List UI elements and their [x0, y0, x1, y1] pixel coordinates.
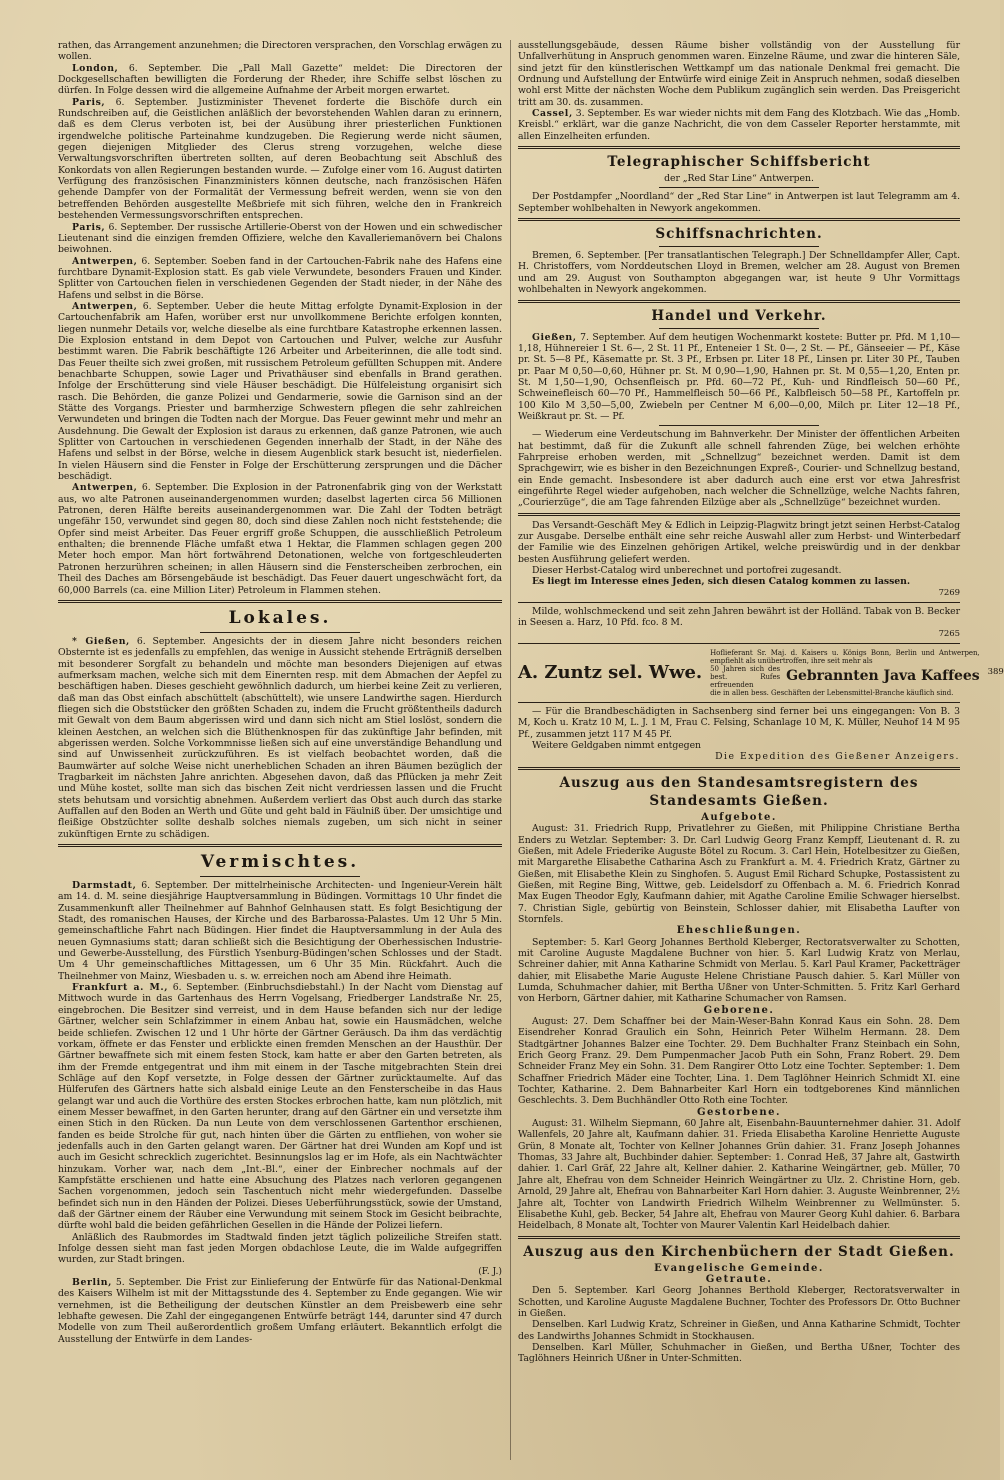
- title-underline: [200, 876, 360, 877]
- article-paris-1: Paris, 6. September. Justizminister Thevenet forderte die Bischöfe durch ein Rundschreiben auf, die Geistlichen anläßlich der bevorstehenden Wahlen daran zu erinnern, daß es dem Clerus verboten ist, bei der Ausübung ihrer priesterlichen Funktionen irgendwelche politische Parteinahme kundzugeben. Die Regierung werde nicht säumen, gegen diejenigen Mitglieder des Clerus streng vorzugehen, welche diese Verwaltungsvorschriften übertreten sollten, auf deren Beobachtung seit Abschluß des Konkordats von allen Regierungen bestanden wurde. — Zufolge einer vom 16. August datirten Verfügung des französischen Finanzministers können deutsche, nach französischen Häfen gehende Dampfer von der Formalität der Vermessung befreit werden, wenn sie von den betreffenden Behörden ausgestellte Meßbriefe mit sich führen, welche den in Frankreich bestehenden Vermessungsvorschriften entsprechen.: [58, 96, 502, 222]
- section-rule: [58, 600, 502, 603]
- dateline-london: London,: [72, 62, 119, 74]
- divider: [518, 643, 960, 644]
- article-antwerpen-2: Antwerpen, 6. September. Ueber die heute Mittag erfolgte Dynamit-Explosion in der Cartouchenfabrik am Hafen, worüber erst nur unvollkommene Berichte erfolgen konnten, liegen nunmehr Details vor, welche dieselbe als eine furchtbare Katastrophe erkennen lassen. Die Explosion entstand in dem Depot von Cartouchen und Pulver, welche zur Ausfuhr bestimmt waren. Die Fabrik beschäftigte 126 Arbeiter und Arbeiterinnen, die alle todt sind. Das Feuer theilte sich zwei großen, mit russischem Petroleum gefüllten Schuppen mit. Andere benachbarte Schuppen, sowie Lager und Privathäuser sind ebenfalls in Brand gerathen. Infolge der Erschütterung sind viele Häuser beschädigt. Die Hülfeleistung organisirt sich rasch. Die Behörden, die ganze Polizei und Gendarmerie, sowie die Garnison sind an der Stätte des Vorgangs. Priester und barmherzige Schwestern pflegen die sehr zahlreichen Verwundeten und bringen die Todten nach der Morgue. Das Feuer gewinnt mehr und mehr an Ausdehnung. Die Gewalt der Explosion ist daraus zu erkennen, daß ganze Patronen, wie auch Splitter von Cartouchen in verschiedenen Gegenden innerhalb der Stadt, in der Nähe des Hafens und selbst in der Börse, welche in diesem Augenblick stark besucht ist, niederfielen. In vielen Häusern sind die Fenster in Folge der Erschütterung zersprungen und die Dächer beschädigt.: [58, 300, 502, 483]
- subsection-getraute: Getraute.: [705, 1273, 773, 1285]
- subsection-eheschliessungen: Eheschließungen.: [676, 925, 802, 937]
- article-continuation: ausstellungsgebäude, dessen Räume bisher vollständig von der Ausstellung für Unfallverhütung in Anspruch genommen waren. Einzelne Räume, und zwar die hinteren Säle, sind jetzt für den künstlerischen Wettkampf um das nationale Denkmal frei gemacht. Die Ordnung und Aufstellung der Entwürfe wird einige Zeit in Anspruch nehmen, sodaß dieselben wohl erst Mitte der nächsten Woche dem Publikum zugänglich sein werden. Das Preisgericht tritt am 30. ds. zusammen.: [518, 40, 960, 108]
- article-berlin: Berlin, 5. September. Die Frist zur Einlieferung der Entwürfe für das National-Denkmal des Kaisers Wilhelm ist mit der Mittagsstunde des 4. September zu Ende gegangen. Wie wir vernehmen, ist die Betheiligung der deutschen Künstler an dem Preisbewerb eine sehr lebhafte gewesen. Die Zahl der eingegangenen Entwürfe beträgt 144, darunter sind 47 durch Modelle von zum Theil außerordentlich großem Umfang erläutert. Bekanntlich erfolgt die Ausstellung der Entwürfe in dem Landes-: [58, 1277, 502, 1345]
- article-paris-2: Paris, 6. September. Der russische Artillerie-Oberst von der Howen und ein schwedischer Lieutenant sind die einzigen fremden Offiziere, welche den Kavalleriemanövern bei Chalons beiwohnen.: [58, 221, 502, 256]
- ad-zuntz-body: Hoflieferant Sr. Maj. d. Kaisers u. Königs Bonn, Berlin und Antwerpen, empfiehlt als unübertroffen, ihre seit mehr als 50 Jahren sich des best. Rufes erfreuenden Gebrannten Java Kaffees die in allen bess. Geschäften der Lebensmittel-Branche käuflich sind.: [710, 649, 980, 698]
- getraute-entry: Denselben. Karl Ludwig Kratz, Schreiner in Gießen, und Anna Katharine Schmidt, Tochter des Landwirths Johannes Schmidt in Stockhausen.: [518, 1319, 960, 1342]
- getraute-entry: Denselben. Karl Müller, Schuhmacher in Gießen, und Bertha Ußner, Tochter des Taglöhners Heinrich Ußner in Unter-Schmitten.: [518, 1341, 960, 1365]
- gestorbene-list: August: 31. Wilhelm Siepmann, 60 Jahre alt, Eisenbahn-Bauunternehmer dahier. 31. Adolf Wallenfels, 20 Jahre alt, Kaufmann dahier. 31. Frieda Elisabetha Karoline Henriette Auguste Grün, 8 Monate alt, Tochter von Kellner Johannes Grün dahier. 31. Franz Joseph Johannes Thomas, 33 Jahre alt, Buchbinder dahier. September: 1. Conrad Heß, 37 Jahre alt, Gastwirth dahier. 1. Carl Gräf, 22 Jahre alt, Kellner dahier. 2. Katharine Weingärtner, geb. Müller, 70 Jahre alt, Ehefrau von dem Schneider Heinrich Weingärtner zu Ulz. 2. Christine Horn, geb. Arnold, 29 Jahre alt, Ehefrau von Bahnarbeiter Karl Horn dahier. 3. Auguste Weinbrenner, 2½ Jahre alt, Tochter von Landwirth Friedrich Wilhelm Weinbrenner zu Wellmünster. 5. Elisabethe Kuhl, geb. Becker, 54 Jahre alt, Ehefrau von Maurer Georg Kuhl dahier. 6. Barbara Heidelbach, 8 Monate alt, Tochter von Maurer Valentin Karl Heidelbach dahier.: [518, 1118, 960, 1232]
- title-underline: [659, 187, 818, 188]
- section-title-standesamt: Auszug aus den Standesamtsregistern des Standesamts Gießen.: [559, 774, 919, 809]
- donation-signature: Die Expedition des Gießener Anzeigers.: [715, 751, 960, 763]
- section-title-lokales: Lokales.: [228, 607, 332, 628]
- dateline-berlin: Berlin,: [72, 1277, 112, 1289]
- section-rule: [518, 218, 960, 221]
- subsection-geborene: Geborene.: [703, 1004, 775, 1016]
- column-divider: [510, 40, 511, 1460]
- article-antwerpen-3: Antwerpen, 6. September. Die Explosion in der Patronenfabrik ging von der Werkstatt aus, wo alte Patronen auseinandergenommen wurden; daselbst lagerten circa 56 Millionen Patronen, deren Hälfte bereits auseinandergenommen war. Die Zahl der Todten beträgt ungefähr 150, verwundet sind gegen 80, doch sind diese Zahlen noch nicht feststehende; die Opfer sind meist Arbeiter. Das Feuer ergriff große Schuppen, die ausschließlich Petroleum enthalten; die brennende Fläche umfaßt etwa 1 Hektar, die Flammen schlagen gegen 200 Meter hoch empor. Man hört fortwährend Detonationen, welche von fortgeschleuderten Patronen herzurühren scheinen; in allen Häusern sind die Fensterscheiben zerbrochen, ein Theil des Daches am Börsengebäude ist beschädigt. Das Feuer dauert ungeschwächt fort, da 60,000 Barrels (ca. eine Million Liter) Petroleum in Flammen stehen.: [58, 482, 502, 596]
- divider: [518, 702, 960, 703]
- title-underline: [659, 328, 818, 329]
- title-underline: [659, 246, 818, 247]
- dateline-antwerpen: Antwerpen,: [72, 255, 138, 267]
- divider: [659, 425, 818, 426]
- article-frankfurt-2: Anläßlich des Raubmordes im Stadtwald finden jetzt täglich polizeiliche Streifen statt. Infolge dessen sieht man fast jeden Morgen obdachlose Leute, die im Walde aufgegriffen wurden, zur Stadt bringen.: [58, 1231, 502, 1266]
- dateline-paris: Paris,: [72, 96, 106, 108]
- ship-report: Bremen, 6. September. [Per transatlantischen Telegraph.] Der Schnelldampfer Aller, Capt. H. Christoffers, vom Norddeutschen Lloyd in Bremen, welcher am 28. August von Bremen und am 29. August von Southampton abgegangen war, ist heute 9 Uhr Vormittags wohlbehalten in Newyork angekommen.: [518, 250, 960, 296]
- subsection-gestorbene: Gestorbene.: [696, 1106, 782, 1118]
- section-rule: [58, 844, 502, 847]
- section-title-handel: Handel und Verkehr.: [651, 307, 827, 324]
- ad-zuntz-name: A. Zuntz sel. Wwe.: [518, 662, 703, 684]
- ad-zuntz: [518, 647, 1004, 699]
- ad-number: 7265: [938, 628, 960, 639]
- ad-mey-edlich: Das Versandt-Geschäft Mey & Edlich in Leipzig-Plagwitz bringt jetzt seinen Herbst-Catalog zur Ausgabe. Derselbe enthält eine sehr reiche Auswahl aller zum Herbst- und Winterbedarf der Familie wie des Einzelnen gehörigen Artikel, welche preiswürdig und in der denkbar besten Ausführung geliefert werden.: [518, 519, 960, 565]
- right-column: [518, 40, 1004, 1460]
- dateline-giessen: * Gießen,: [72, 635, 130, 647]
- dateline-cassel: Cassel,: [532, 108, 573, 120]
- dateline-giessen: Gießen,: [532, 331, 577, 343]
- donation-notice-2: Weitere Geldgaben nimmt entgegen: [532, 740, 701, 752]
- section-title-vermischtes: Vermischtes.: [200, 852, 360, 873]
- getraute-entry: Den 5. September. Karl Georg Johannes Berthold Kleberger, Rectoratsverwalter in Schotten, und Karoline Auguste Magdalene Buchner, Tochter des Professors Dr. Otto Buchner in Gießen.: [518, 1285, 960, 1319]
- section-rule: [518, 767, 960, 770]
- divider: [518, 602, 960, 603]
- section-title-schiffsnachrichten: Schiffsnachrichten.: [655, 226, 823, 243]
- geborene-list: August: 27. Dem Schaffner bei der Main-Weser-Bahn Konrad Kaus ein Sohn. 28. Dem Eisendreher Konrad Graulich ein Sohn, Heinrich Peter Wilhelm Hermann. 28. Dem Stadtgärtner Johannes Balzer eine Tochter. 29. Dem Buchhalter Franz Steinbach ein Sohn, Erich Georg Franz. 29. Dem Pumpenmacher Jacob Puth ein Sohn, Franz Robert. 29. Dem Schneider Franz Mey ein Sohn. 31. Dem Rangirer Otto Lotz eine Tochter. September: 1. Dem Schaffner Friedrich Mäder eine Tochter, Lina. 1. Dem Taglöhner Heinrich Schmidt XI. eine Tochter, Katharine. 2. Dem Bahnarbeiter Karl Horn ein todtgeborenes Kind männlichen Geschlechts. 3. Dem Buchhändler Otto Roth eine Tochter.: [518, 1016, 960, 1107]
- section-rule: [518, 1236, 960, 1239]
- section-title-kirchenbuecher: Auszug aus den Kirchenbüchern der Stadt Gießen.: [523, 1243, 955, 1260]
- dateline-paris: Paris,: [72, 221, 106, 233]
- dateline-antwerpen: Antwerpen,: [72, 300, 138, 312]
- donation-notice: — Für die Brandbeschädigten in Sachsenberg sind ferner bei uns eingegangen: Von B. 3 M, Koch u. Kratz 10 M, L. J. 1 M, Frau C. Felsing, Schanlage 10 M, K. Müller, Neuhof 14 M 95 Pf., zusammen jetzt 117 M 45 Pf.: [518, 706, 960, 740]
- ad-mey-edlich-2: Dieser Herbst-Catalog wird unberechnet und portofrei zugesandt.: [532, 565, 842, 577]
- section-title-telegraph: Telegraphischer Schiffsbericht: [607, 154, 871, 171]
- ad-number: 389: [987, 667, 1004, 678]
- article-bahnverkehr: — Wiederum eine Verdeutschung im Bahnverkehr. Der Minister der öffentlichen Arbeiten hat bestimmt, daß für die Zukunft alle schnell fahrenden Züge, bei welchen erhöhte Fahrpreise erhoben werden, mit „Schnellzug“ bezeichnet werden. Damit ist dem Sprachgewirr, wie es bisher in den Bezeichnungen Expreß-, Courier- und Schnellzug bestand, ein Ende gemacht. Insbesondere ist aber dadurch auch eine erst vor etwa Jahresfrist eingeführte Regel wieder aufgehoben, nach welcher die Schnellzüge, welche Nachts fahren, „Courierzüge“, die am Tage fahrenden Eilzüge aber als „Schnellzüge“ bezeichnet wurden.: [518, 429, 960, 509]
- section-rule: [518, 300, 960, 303]
- subsection-aufgebote: Aufgebote.: [701, 811, 777, 823]
- ad-tabak: Milde, wohlschmeckend und seit zehn Jahren bewährt ist der Holländ. Tabak von B. Becker in Seesen a. Harz, 10 Pfd. fco. 8 M.: [518, 606, 960, 629]
- eheschliessungen-list: September: 5. Karl Georg Johannes Berthold Kleberger, Rectoratsverwalter zu Schotten, mit Caroline Auguste Magdalene Buchner von hier. 5. Karl Ludwig Kratz von Merlau, Schreiner dahier, mit Anna Katharine Schmidt von Merlau. 5. Karl Paul Kramer, Packetträger dahier, mit Elisabethe Marie Auguste Helene Christiane Pausch dahier. 5. Karl Müller von Lumda, Schuhmacher dahier, mit Bertha Ußner von Unter-Schmitten. 5. Fritz Karl Gerhard von Herborn, Gärtner dahier, mit Katharine Schumacher von Ramsen.: [518, 936, 960, 1005]
- ad-zuntz-product: Gebrannten Java Kaffees: [786, 668, 980, 685]
- article-frankfurt: Frankfurt a. M., 6. September. (Einbruchsdiebstahl.) In der Nacht vom Dienstag auf Mittwoch wurde in das Gartenhaus des Herrn Vogelsang, Friedberger Landstraße Nr. 25, eingebrochen. Die Besitzer sind verreist, und in dem Hause befanden sich nur der ledige Gärtner, welcher sein Schlafzimmer in einem Anbau hat, sowie ein Hausmädchen, welche beide schliefen. Zwischen 12 und 1 Uhr hörte der Gärtner Geräusch. Da ihm das verdächtig vorkam, öffnete er das Fenster und erblickte einen fremden Menschen an der Hausthür. Der Gärtner bewaffnete sich mit einem festen Stock, kam hatte er aber den Garten betreten, als ihm der Fremde entgegentrat und ihm mit einem in der Tasche mitgebrachten Stein drei Schläge auf den Kopf versetzte, in Folge dessen der Gärtner zurücktaumelte. Auf das Hülferufen des Gärtners hatte sich alsbald einige Leute an den Fensterscheibe in das Haus gelangt war und auch die Vorthüre des ersten Stockes erbrochen hatte, kam nun plötzlich, mit einem Messer bewaffnet, in den Garten herunter, drang auf den Gärtner ein und versetzte ihm einen Stich in den Rücken. Da nun Leute von dem verschlossenen Gartenthor erschienen, fanden es beide Strolche für gut, nach hinten über die Gärten zu entfliehen, von woher sie jedenfalls auch in den Garten gelangt waren. Der Gärtner hat drei Wunden am Kopf und ist auch im Gesicht schrecklich zugerichtet. Besinnungslos lag er im Hofe, als ein Nachtwächter hinzukam. Vorher war, nach dem „Int.-Bl.“, einer der Einbrecher nochmals auf der Kampfstätte erschienen und hatte eine Absuchung des Platzes nach verloren gegangenen Sachen vorgenommen, jedoch sein Taschentuch nicht mehr wiedergefunden. Dasselbe befindet sich nun in den Händen der Polizei. Dieses Ueberführungsstück, sowie der Umstand, daß der Gärtner einem der Räuber eine Verwundung mit seinem Stock im Gesicht beibrachte, dürfte wohl bald die beiden gefährlichen Gesellen in die Hände der Polizei liefern.: [58, 982, 503, 1232]
- aufgebote-list: August: 31. Friedrich Rupp, Privatlehrer zu Gießen, mit Philippine Christiane Bertha Enders zu Wetzlar. September: 3. Dr. Carl Ludwig Georg Franz Kempff, Lieutenant d. R. zu Gießen, mit Adele Friederike Auguste Bötel zu Rocum. 3. Carl Hein, Hotelbesitzer zu Gießen, mit Margarethe Elisabethe Catharina Asch zu Frankfurt a. M. 4. Friedrich Kratz, Gärtner zu Gießen, mit Elisabethe Klein zu Singhofen. 5. August Emil Richard Schupke, Postassistent zu Gießen, mit Regine Bing, Wittwe, geb. Leidelsdorf zu Offenbach a. M. 6. Friedrich Konrad Max Eugen Theodor Egly, Kaufmann dahier, mit Agathe Caroline Emilie Schwager hierselbst. 7. Christian Sigle, gebürtig von Beinstein, Schlosser dahier, mit Elisabetha Laufter von Stornfels.: [518, 823, 960, 925]
- dateline-frankfurt: Frankfurt a. M.,: [72, 982, 169, 994]
- dateline-antwerpen: Antwerpen,: [72, 482, 138, 494]
- source-signature: (F. J.): [478, 1265, 502, 1277]
- ad-mey-edlich-3: Es liegt im Interesse eines Jeden, sich diesen Catalog kommen zu lassen.: [532, 576, 911, 588]
- section-subtitle-gemeinde: Evangelische Gemeinde.: [654, 1262, 824, 1274]
- section-rule: [518, 513, 960, 516]
- telegraph-report: Der Postdampfer „Noordland“ der „Red Star Line“ in Antwerpen ist laut Telegramm am 4. September wohlbehalten in Newyork angekommen.: [518, 191, 960, 214]
- section-rule: [518, 146, 960, 149]
- article-antwerpen-1: Antwerpen, 6. September. Soeben fand in der Cartouchen-Fabrik nahe des Hafens eine furchtbare Dynamit-Explosion statt. Es gab viele Verwundete, besonders Frauen und Kinder. Splitter von Cartouchen fielen in verschiedenen Gegenden der Stadt nieder, in der Nähe des Hafens und selbst in die Börse.: [58, 255, 502, 301]
- article-continuation: rathen, das Arrangement anzunehmen; die Directoren versprachen, den Vorschlag erwägen zu wollen.: [58, 40, 502, 63]
- ad-number: 7269: [938, 587, 960, 598]
- title-underline: [200, 632, 360, 633]
- left-column: [58, 40, 502, 1460]
- article-cassel: Cassel, 3. September. Es war wieder nichts mit dem Fang des Klotzbach. Wie das „Homb. Kreisbl.“ erklärt, war die ganze Nachricht, die von dem Casseler Reporter herstammte, mit allen Einzelheiten erfunden.: [518, 108, 960, 142]
- article-darmstadt: Darmstadt, 6. September. Der mittelrheinische Architecten- und Ingenieur-Verein hält am 14. d. M. seine diesjährige Hauptversammlung in Büdingen. Vormittags 10 Uhr findet die Zusammenkunft aller Theilnehmer auf Bahnhof Gelnhausen statt. Es folgt Besichtigung der Stadt, des romanischen Hauses, der Kirche und des Barbarossa-Palastes. Um 12 Uhr 5 Min. gemeinschaftliche Fahrt nach Büdingen. Hier findet die Hauptversammlung in der Aula des neuen Gymnasiums statt; daran schließt sich die Besichtigung der Oberhessischen Industrie- und Gewerbe-Ausstellung, des Fürstlich Ysenburg-Büdingen'schen Schlosses und der Stadt. Um 4 Uhr gemeinschaftliches Mittagessen, um 6 Uhr 35 Min. Rückfahrt. Auch die Theilnehmer von Mainz, Wiesbaden u. s. w. erreichen noch am Abend ihre Heimath.: [58, 880, 502, 982]
- article-giessen: * Gießen, 6. September. Angesichts der in diesem Jahre nicht besonders reichen Obsternte ist es jedenfalls zu empfehlen, das wenige in Aussicht stehende Erträgniß derselben mit besonderer Sorgfalt zu behandeln und möchte man besonders Diejenigen auf etwas aufmerksam machen, welche sich mit dem Einernten resp. mit dem Abmachen der Aepfel zu beschäftigen haben. Dieses geschieht gewöhnlich dadurch, um hierbei keine Zeit zu verlieren, daß man das Obst einfach abschüttelt (abschüttelt), wie unsere Landwirthe sagen. Hierdurch fliegen sich die Obststücker den größten Schaden zu, indem die Frucht größtentheils dadurch mit Gewalt von dem Baum abgerissen wird und dann sich nicht am Stiel loslöst, sondern die kleinen Aestchen, an welchen sich die Blüthenknospen für das zukünftige Jahr befinden, mit abgerissen werden. Solche Vorkommnisse ließen sich auf eine unverständige Behandlung und sind auf Unwissenheit zurückzuführen. Es ist vielfach beobachtet worden, daß die Baumwärter auf solche Weise nicht unerheblichen Schaden an ihren Bäumen bezüglich der Tragbarkeit im nächsten Jahre anrichten. Abgesehen davon, daß das Pflücken ja mehr Zeit und Mühe kostet, sollte man sich das bischen Zeit nicht verdriessen lassen und die Frucht stets behutsam und vorsichtig abnehmen. Außerdem verliert das Obst auch durch das starke Auffallen auf den Boden an Werth und Güte und geht bald in Fäulniß über. Der umsichtige und fleißige Obstzüchter sollte deshalb solches niemals zugeben, um sich nicht in seiner zukünftigen Ernte zu schädigen.: [58, 635, 502, 840]
- dateline-darmstadt: Darmstadt,: [72, 880, 137, 892]
- section-subtitle: der „Red Star Line“ Antwerpen.: [664, 173, 814, 185]
- market-report: Gießen, 7. September. Auf dem heutigen Wochenmarkt kostete: Butter pr. Pfd. M 1,10—1,18, Hühnereier 1 St. 6—, 2 St. 11 Pf., Enteneier 1 St. 0—, 2 St. — Pf., Gänseeier — Pf., Käse pr. St. 5—8 Pf., Käsematte pr. St. 3 Pf., Erbsen pr. Liter 18 Pf., Linsen pr. Liter 30 Pf., Tauben pr. Paar M 0,50—0,60, Hühner pr. St. M 0,90—1,90, Hahnen pr. St. M 0,55—1,20, Enten pr. St. M 1,50—1,90, Ochsenfleisch pr. Pfd. 60—72 Pf., Kuh- und Rindfleisch 50—60 Pf., Schweinefleisch 60—70 Pf., Hammelfleisch 50—66 Pf., Kalbfleisch 50—58 Pf., Kartoffeln pr. 100 Kilo M 3,50—5,00, Zwiebeln per Centner M 6,00—0,00, Milch pr. Liter 12—18 Pf., Weißkraut pr. St. — Pf.: [518, 331, 960, 422]
- article-london: London, 6. September. Die „Pall Mall Gazette“ meldet: Die Directoren der Dockgesellschaften bewilligten die Forderung der Rheder, ihre Schiffe selbst löschen zu dürfen. In Folge dessen wird die allgemeine Aufnahme der Arbeit morgen erwartet.: [58, 62, 502, 97]
